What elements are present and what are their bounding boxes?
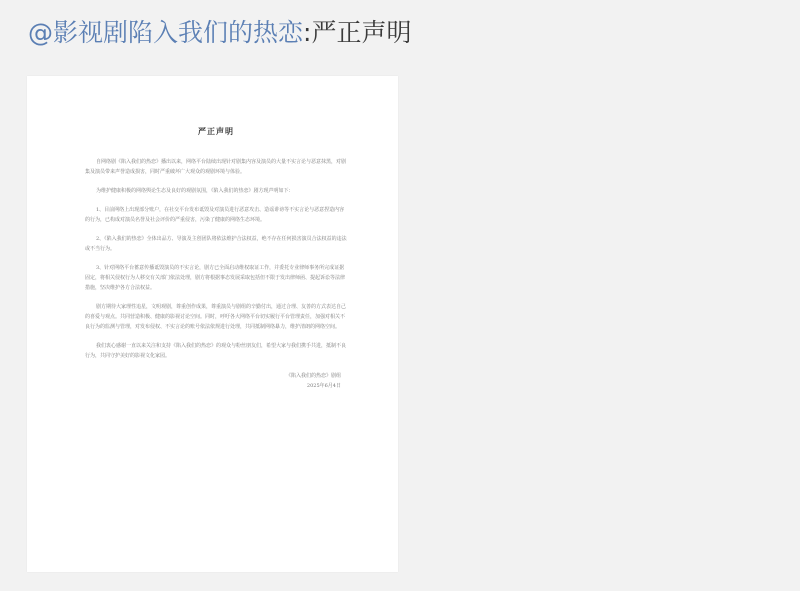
document-paragraph-4: 2、《陷入我们的热恋》全体出品方、导演及主创团队将依法维护合法权益，绝不存在任何损害演员合法权益的违法或不当行为。 — [85, 236, 347, 252]
document-paragraph-3: 1、目前网络上出现部分账户，在社交平台发布诋毁及对演员进行恶意攻击、造谣诽谤等不实言论与恶意捏造内容的行为，已构成对演员名誉及社会评价的严重侵害，污染了健康的网络生态环境。 — [85, 207, 345, 223]
document-date: 2025年6月4日 — [306, 383, 341, 389]
document-title: 严正声明 — [198, 126, 234, 136]
document-paragraph-5: 3、针对网络平台蓄意传播诋毁演员的不实言论，剧方已全面启动维权取证工作，并委托专业律师事务所完成证据固定，将相关侵权行为人移交有关部门依法处理，剧方将根据事态发展采取包括但不限于发出律师函、提起诉讼等法律措施，坚决维护各方合法权益。 — [85, 265, 346, 291]
post-headline — [28, 14, 411, 52]
document-paragraph-6: 剧方期待大家理性追星，文明观剧，尊重创作成果，尊重演员与剧组的辛勤付出，通过合理、友善的方式表达自己的喜爱与观点。共同营造积极、健康的影视讨论空间。同时，呼吁各大网络平台切实履行平台管理责任，加强对相关不良行为的监测与管理，对发布侵权、不实言论的账号依法依规进行处理，共同抵制网络暴力，维护清朗的网络空间。 — [85, 304, 347, 330]
document-paragraph-1: 自网络剧《陷入我们的热恋》播出以来，网络平台陆续出现针对剧集内容及演员的大量不实言论与恶意抹黑，对剧集及演员带来声誉造成损害，同时严重破坏广大观众的观剧环境与体验。 — [85, 159, 347, 175]
document-paragraph-7: 我们衷心感谢一直以来关注和支持《陷入我们的热恋》的观众与粉丝朋友们，希望大家与我们携手共进，抵制不良行为，共同守护美好的影视文化家园。 — [85, 343, 347, 359]
statement-document — [85, 126, 347, 391]
document-signature: 《陷入我们的热恋》剧组 — [285, 373, 341, 379]
account-mention-link[interactable]: @影视剧陷入我们的热恋 — [28, 18, 304, 47]
post-title-text: :严正声明 — [303, 18, 412, 47]
document-paragraph-2: 为维护健康积极的网络舆论生态及良好的观剧氛围，《陷入我们的热恋》剧方现声明如下： — [96, 188, 294, 194]
